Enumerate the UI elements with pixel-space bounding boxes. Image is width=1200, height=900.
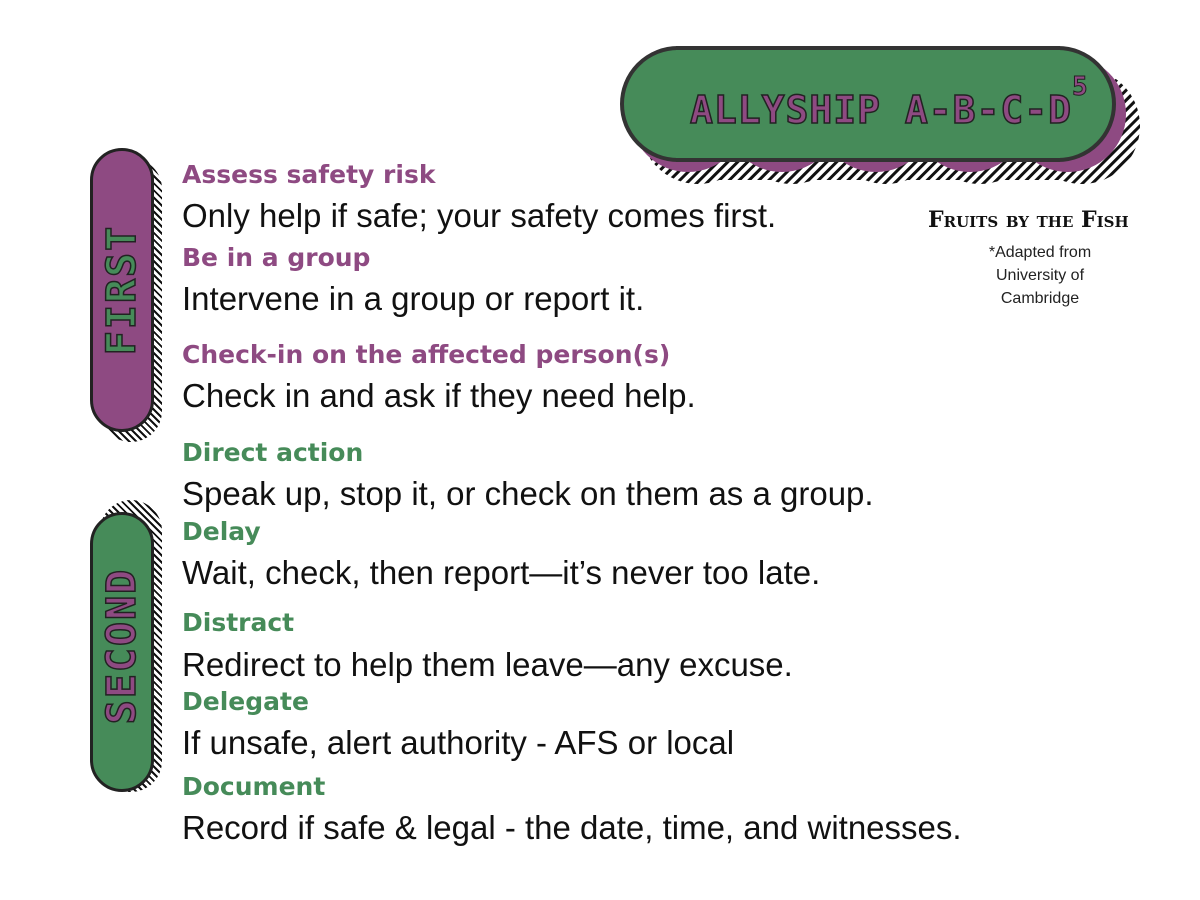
credit-line-1: *Adapted from [988, 244, 1092, 261]
item-text-distract: Redirect to help them leave—any excuse. [182, 646, 793, 683]
item-text-checkin: Check in and ask if they need help. [182, 377, 696, 414]
item-text-delegate: If unsafe, alert authority - AFS or local [182, 724, 735, 761]
item-text-delay: Wait, check, then report—it’s never too late. [182, 554, 821, 591]
item-heading-delay: Delay [182, 517, 261, 546]
item-heading-assess: Assess safety risk [182, 160, 436, 189]
item-text-document: Record if safe & legal - the date, time, and witnesses. [182, 809, 962, 846]
item-heading-distract: Distract [182, 608, 295, 637]
page-title: ALLYSHIP A-B-C-D [690, 88, 1073, 132]
item-heading-delegate: Delegate [182, 687, 309, 716]
brand-logo-text: Fruits by the Fish [928, 207, 1129, 233]
second-label: SECOND [99, 567, 145, 725]
item-heading-document: Document [182, 772, 326, 801]
item-heading-direct: Direct action [182, 438, 364, 467]
credit-line-2: University of [995, 267, 1085, 284]
first-label: FIRST [99, 224, 145, 356]
item-text-assess: Only help if safe; your safety comes first. [182, 197, 777, 234]
title-superscript: 5 [1072, 72, 1088, 102]
credit-line-3: Cambridge [1000, 290, 1080, 307]
item-heading-checkin: Check-in on the affected person(s) [182, 340, 671, 369]
item-text-direct: Speak up, stop it, or check on them as a group. [182, 475, 874, 512]
item-heading-group: Be in a group [182, 243, 371, 272]
item-text-group: Intervene in a group or report it. [182, 280, 645, 317]
